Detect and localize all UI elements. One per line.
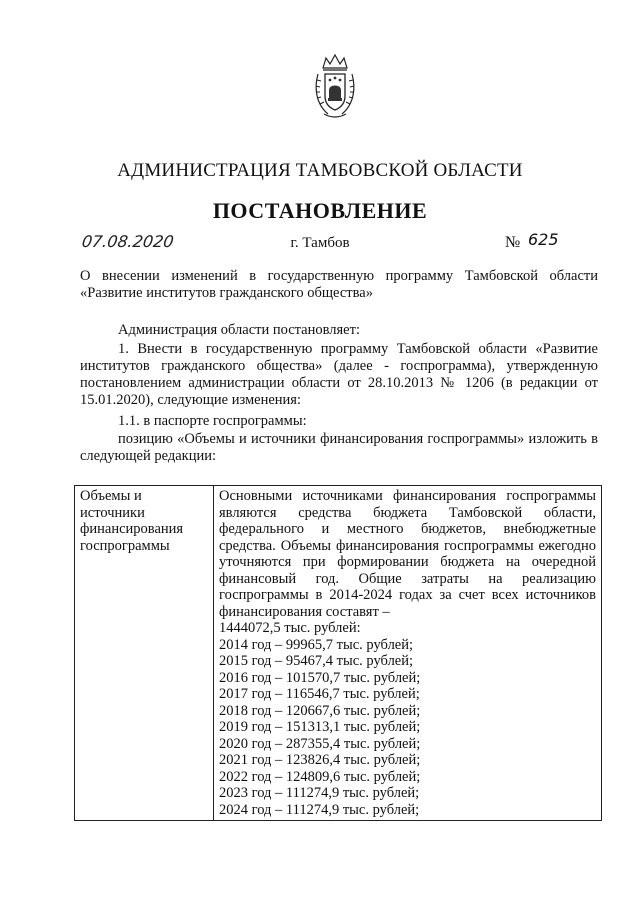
funding-total: 1444072,5 тыс. рублей:: [219, 620, 361, 636]
document-number-label: №: [505, 234, 521, 251]
table-row: [75, 486, 602, 821]
funding-year-line: 2022 год – 124809,6 тыс. рублей;: [219, 768, 421, 785]
funding-year-line: 2020 год – 287355,4 тыс. рублей;: [219, 735, 421, 752]
document-subject: О внесении изменений в государственную программу Тамбовской области «Развитие институтов гражданского общества»: [80, 268, 598, 301]
passport-table: [74, 485, 602, 821]
funding-year-line: 2021 год – 123826,4 тыс. рублей;: [219, 752, 421, 768]
funding-year-line: 2019 год – 151313,1 тыс. рублей;: [219, 719, 421, 735]
funding-year-line: 2017 год – 116546,7 тыс. рублей;: [219, 686, 420, 702]
funding-description: Основными источниками финансирования госпрограммы являются средства бюджета Тамбовской области, федерального и местного бюджетов, внебюджетные средства. Объемы финансирования госпрограммы ежегодно уточняются при формировании бюджета на очередной финансовый год. Общие затраты на реализацию госпрограммы в 2014-2024 годах за счет всех источников финансирования составят –: [219, 488, 596, 620]
passport-position-label: Объемы и источники финансирования госпрограммы: [75, 486, 214, 821]
organization-name: АДМИНИСТРАЦИЯ ТАМБОВСКОЙ ОБЛАСТИ: [117, 160, 523, 181]
body-paragraph-item-1: 1. Внести в государственную программу Тамбовской области «Развитие институтов гражданского общества» (далее - госпрограмма), утвержденную постановлением администрации области от 28.10.2013 № 1206 (в редакции от 15.01.2020), следующие изменения:: [80, 341, 598, 408]
body-paragraph-item-1-1: 1.1. в паспорте госпрограммы:: [118, 413, 307, 429]
document-date: 07.08.2020: [80, 232, 175, 251]
funding-year-line: 2023 год – 111274,9 тыс. рублей;: [219, 785, 420, 801]
passport-position-value: [214, 486, 602, 821]
funding-year-line: 2016 год – 101570,7 тыс. рублей;: [219, 669, 421, 686]
funding-year-line: 2024 год – 111274,9 тыс. рублей;: [219, 801, 420, 818]
funding-year-line: 2018 год – 120667,6 тыс. рублей;: [219, 702, 421, 719]
funding-year-line: 2014 год – 99965,7 тыс. рублей;: [219, 636, 414, 653]
body-paragraph-position: позицию «Объемы и источники финансирования госпрограммы» изложить в следующей редакции:: [80, 431, 598, 464]
document-city: г. Тамбов: [290, 235, 350, 251]
tambov-region-coat-of-arms-icon: [314, 52, 356, 122]
body-paragraph-intro: Администрация области постановляет:: [118, 322, 360, 338]
document-number: 625: [528, 230, 559, 249]
document-type-title: ПОСТАНОВЛЕНИЕ: [212, 198, 428, 223]
funding-year-line: 2015 год – 95467,4 тыс. рублей;: [219, 653, 414, 669]
